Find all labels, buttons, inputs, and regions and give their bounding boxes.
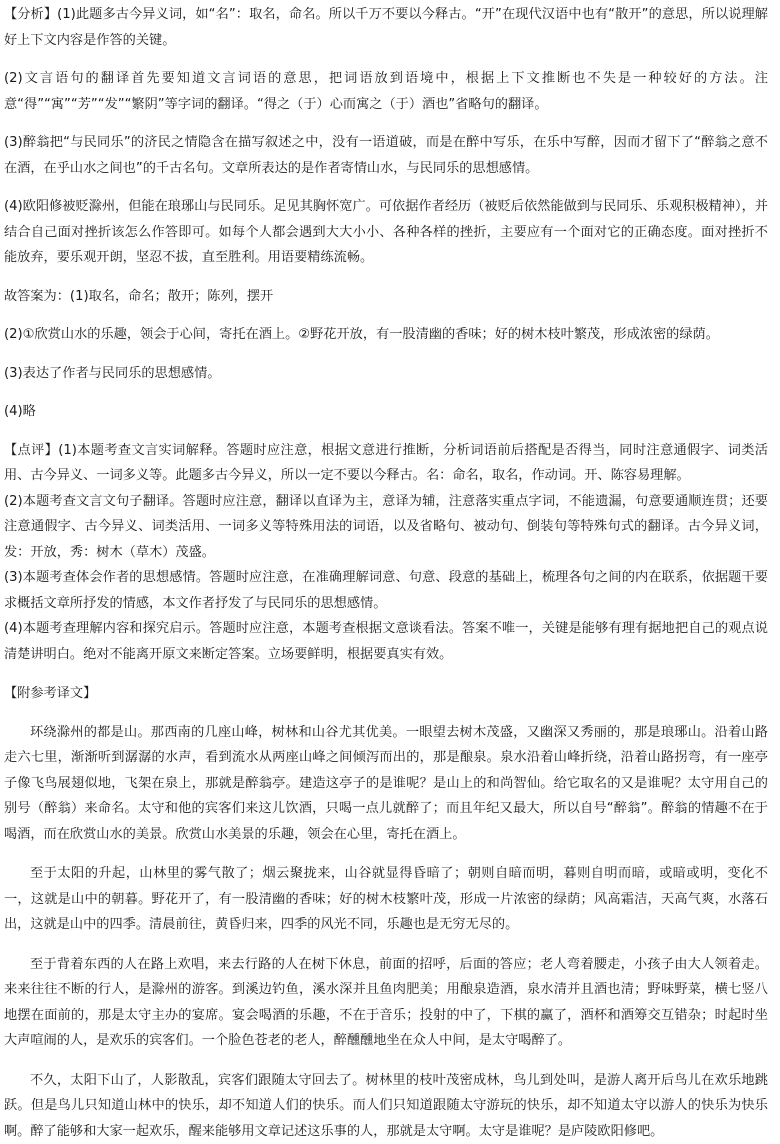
answer-1: 故答案为：(1)取名，命名；散开；陈列，摆开 <box>4 284 768 310</box>
translation-paragraph-3: 至于背着东西的人在路上欢唱，来去行路的人在树下休息，前面的招呼，后面的答应；老人弯着腰走，小孩子由大人领着走。来来往往不断的行人，是滁州的游客。到溪边钓鱼，溪水深并且鱼肉肥美；用酿泉造酒，泉水清并且酒也清；野味野菜，横七竖八地摆在面前的，那是太守主办的宴席。宴会喝酒的乐趣，不在于音乐；投射的中了，下棋的赢了，酒杯和酒筹交互错杂；时起时坐大声喧闹的人，是欢乐的宾客们。一个脸色苍老的老人，醉醺醺地坐在众人中间，是太守喝醉了。 <box>4 952 768 1054</box>
analysis-point-1: 【分析】(1)此题多古今异义词，如“名”：取名，命名。所以千万不要以今释古。“开”在现代汉语中也有“散开”的意思，所以说理解好上下文内容是作答的关键。 <box>4 2 768 53</box>
analysis-point-3: (3)醉翁把“与民同乐”的济民之情隐含在描写叙述之中，没有一语道破，而是在醉中写乐，在乐中写醉，因而才留下了“醉翁之意不在酒，在乎山水之间也”的千古名句。文章所表达的是作者寄情山水，与民同乐的思想感情。 <box>4 130 768 181</box>
comment-point-3: (3)本题考查体会作者的思想感情。答题时应注意，在准确理解词意、句意、段意的基础上，梳理各句之间的内在联系，依据题干要求概括文章所抒发的情感，本文作者抒发了与民同乐的思想感情。 <box>4 565 768 616</box>
analysis-point-4: (4)欧阳修被贬滁州，但能在琅琊山与民同乐。足见其胸怀宽广。可依据作者经历（被贬后依然能做到与民同乐、乐观积极精神），并结合自己面对挫折该怎么作答即可。如每个人都会遇到大大小小、各种各样的挫折，主要应有一个面对它的正确态度。面对挫折不能放弃，要乐观开朗，坚忍不拔，直至胜利。用语要精练流畅。 <box>4 194 768 271</box>
translation-paragraph-2: 至于太阳的升起，山林里的雾气散了；烟云聚拢来，山谷就显得昏暗了；朝则自暗而明，暮则自明而暗，或暗或明，变化不一，这就是山中的朝暮。野花开了，有一股清幽的香味；好的树木枝繁叶茂，形成一片浓密的绿荫；风高霜洁，天高气爽，水落石出，这就是山中的四季。清晨前往，黄昏归来，四季的风光不同，乐趣也是无穷无尽的。 <box>4 861 768 938</box>
translation-paragraph-1: 环绕滁州的都是山。那西南的几座山峰，树林和山谷尤其优美。一眼望去树木茂盛，又幽深又秀丽的，那是琅琊山。沿着山路走六七里，渐渐听到潺潺的水声，看到流水从两座山峰之间倾泻而出的，那是酿泉。泉水沿着山峰折绕，沿着山路拐弯，有一座亭子像飞鸟展翅似地，飞架在泉上，那就是醉翁亭。建造这亭子的是谁呢？是山上的和尚智仙。给它取名的又是谁呢？太守用自己的别号（醉翁）来命名。太守和他的宾客们来这儿饮酒，只喝一点儿就醉了；而且年纪又最大，所以自号“醉翁”。醉翁的情趣不在于喝酒，而在欣赏山水的美景。欣赏山水美景的乐趣，领会在心里，寄托在酒上。 <box>4 720 768 848</box>
answer-2: (2)①欣赏山水的乐趣，领会于心间，寄托在酒上。②野花开放，有一股清幽的香味；好的树木枝叶繁茂，形成浓密的绿荫。 <box>4 322 768 348</box>
answer-4: (4)略 <box>4 399 768 425</box>
translation-heading: 【附参考译文】 <box>4 681 768 707</box>
answer-3: (3)表达了作者与民同乐的思想感情。 <box>4 361 768 387</box>
analysis-point-2: (2)文言语句的翻译首先要知道文言词语的意思，把词语放到语境中，根据上下文推断也不失是一种较好的方法。注意“得”“寓”“芳”“发”“繁阴”等字词的翻译。“得之（于）心而寓之（于）酒也”省略句的翻译。 <box>4 66 768 117</box>
comment-point-2: (2)本题考查文言文句子翻译。答题时应注意，翻译以直译为主，意译为辅，注意落实重点字词，不能遗漏，句意要通顺连贯；还要注意通假字、古今异义、词类活用、一词多义等特殊用法的词语，以及省略句、被动句、倒装句等特殊句式的翻译。古今异义词，发：开放，秀：树木（草木）茂盛。 <box>4 489 768 566</box>
document-page <box>0 2 772 1096</box>
comment-point-4: (4)本题考查理解内容和探究启示。答题时应注意，本题考查根据文意谈看法。答案不唯一，关键是能够有理有据地把自己的观点说清楚讲明白。绝对不能离开原文来断定答案。立场要鲜明，根据要真实有效。 <box>4 616 768 667</box>
comment-point-1: 【点评】(1)本题考查文言实词解释。答题时应注意，根据文意进行推断，分析词语前后搭配是否得当，同时注意通假字、词类活用、古今异义、一词多义等。此题多古今异义，所以一定不要以今释古。名：命名，取名，作动词。开、陈容易理解。 <box>4 438 768 489</box>
translation-paragraph-4: 不久，太阳下山了，人影散乱，宾客们跟随太守回去了。树林里的枝叶茂密成林，鸟儿到处叫，是游人离开后鸟儿在欢乐地跳跃。但是鸟儿只知道山林中的快乐，却不知道人们的快乐。而人们只知道跟随太守游玩的快乐，却不知道太守以游人的快乐为快乐啊。醉了能够和大家一起欢乐，醒来能够用文章记述这乐事的人，那就是太守啊。太守是谁呢？是庐陵欧阳修吧。 <box>4 1068 768 1144</box>
